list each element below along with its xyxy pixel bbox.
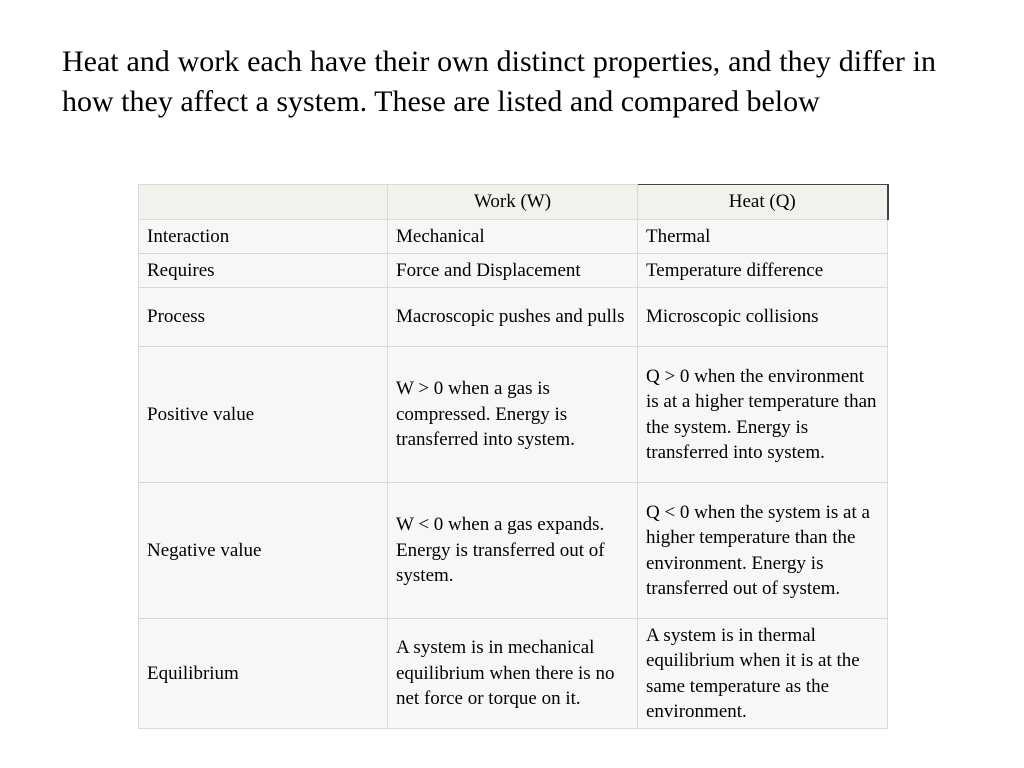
- heat-cell: Thermal: [638, 220, 888, 254]
- row-label: Process: [139, 288, 388, 347]
- table-header-row: [139, 185, 888, 220]
- work-cell: Force and Displacement: [388, 254, 638, 288]
- heat-cell: Microscopic collisions: [638, 288, 888, 347]
- table-row: [139, 220, 888, 254]
- row-label: Positive value: [139, 347, 388, 483]
- header-work: Work (W): [388, 185, 638, 220]
- table-row: [139, 347, 888, 483]
- table-row: [139, 288, 888, 347]
- row-label: Equilibrium: [139, 619, 388, 729]
- intro-paragraph: Heat and work each have their own distinct properties, and they differ in how they affect a system. These are listed and compared below: [62, 45, 936, 118]
- heat-cell: Q < 0 when the system is at a higher temperature than the environment. Energy is transferred out of system.: [638, 483, 888, 619]
- table-row: [139, 619, 888, 729]
- work-cell: A system is in mechanical equilibrium when there is no net force or torque on it.: [388, 619, 638, 729]
- header-property: [139, 185, 388, 220]
- table-row: [139, 254, 888, 288]
- heat-cell: A system is in thermal equilibrium when it is at the same temperature as the environment.: [638, 619, 888, 729]
- work-cell: Mechanical: [388, 220, 638, 254]
- row-label: Negative value: [139, 483, 388, 619]
- row-label: Interaction: [139, 220, 388, 254]
- heat-cell: Q > 0 when the environment is at a higher temperature than the system. Energy is transferred into system.: [638, 347, 888, 483]
- table-row: [139, 483, 888, 619]
- work-cell: Macroscopic pushes and pulls: [388, 288, 638, 347]
- heat-cell: Temperature difference: [638, 254, 888, 288]
- row-label: Requires: [139, 254, 388, 288]
- header-heat: Heat (Q): [638, 185, 888, 220]
- work-cell: W > 0 when a gas is compressed. Energy is transferred into system.: [388, 347, 638, 483]
- work-cell: W < 0 when a gas expands. Energy is transferred out of system.: [388, 483, 638, 619]
- work-heat-comparison-table: [138, 184, 889, 729]
